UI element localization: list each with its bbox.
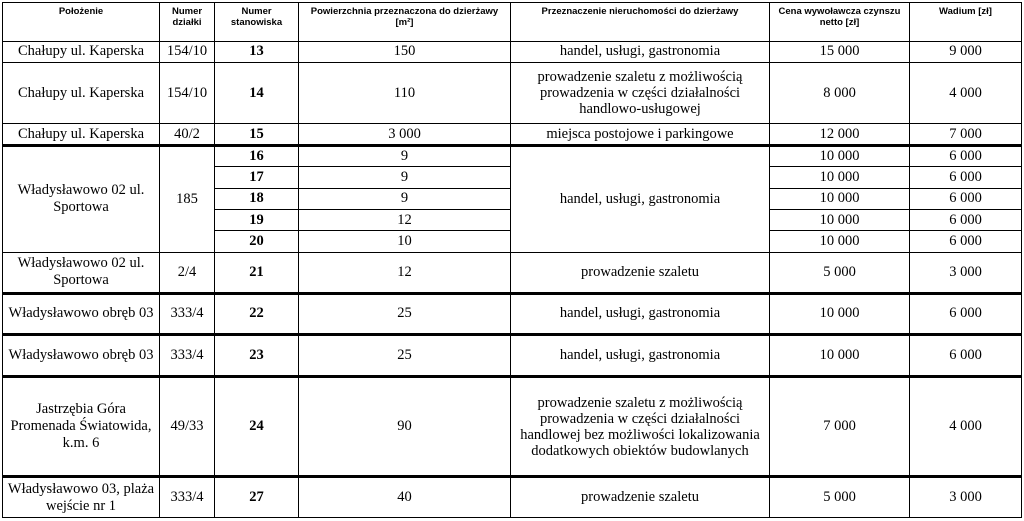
- cell-stand: 16: [215, 145, 299, 166]
- cell-price: 10 000: [770, 335, 910, 377]
- cell-deposit: 6 000: [910, 145, 1022, 166]
- cell-purpose: prowadzenie szaletu: [511, 252, 770, 293]
- cell-location: Władysławowo 02 ul. Sportowa: [3, 145, 160, 252]
- cell-stand: 17: [215, 167, 299, 188]
- cell-area: 110: [299, 63, 511, 124]
- cell-stand: 14: [215, 63, 299, 124]
- cell-purpose: handel, usługi, gastronomia: [511, 335, 770, 377]
- cell-plot: 49/33: [160, 377, 215, 477]
- table-row: [3, 145, 1022, 166]
- table-row: [3, 293, 1022, 335]
- table-row: [3, 477, 1022, 518]
- cell-location: Władysławowo obręb 03: [3, 335, 160, 377]
- cell-deposit: 7 000: [910, 124, 1022, 145]
- cell-plot: 40/2: [160, 124, 215, 145]
- header-price: Cena wywoławcza czynszu netto [zł]: [770, 3, 910, 42]
- cell-purpose: prowadzenie szaletu: [511, 477, 770, 518]
- cell-stand: 23: [215, 335, 299, 377]
- cell-plot: 2/4: [160, 252, 215, 293]
- cell-purpose: miejsca postojowe i parkingowe: [511, 124, 770, 145]
- header-plot-number: Numer działki: [160, 3, 215, 42]
- cell-stand: 22: [215, 293, 299, 335]
- cell-price: 10 000: [770, 188, 910, 209]
- table-row: [3, 63, 1022, 124]
- cell-stand: 27: [215, 477, 299, 518]
- header-row: [3, 3, 1022, 42]
- cell-location: Chałupy ul. Kaperska: [3, 124, 160, 145]
- header-deposit: Wadium [zł]: [910, 3, 1022, 42]
- cell-area: 12: [299, 209, 511, 230]
- cell-deposit: 6 000: [910, 231, 1022, 252]
- cell-location: Władysławowo obręb 03: [3, 293, 160, 335]
- cell-area: 12: [299, 252, 511, 293]
- cell-price: 5 000: [770, 477, 910, 518]
- cell-purpose: handel, usługi, gastronomia: [511, 41, 770, 62]
- header-area: Powierzchnia przeznaczona do dzierżawy [m²]: [299, 3, 511, 42]
- cell-area: 9: [299, 188, 511, 209]
- cell-price: 10 000: [770, 231, 910, 252]
- cell-area: 9: [299, 145, 511, 166]
- cell-area: 10: [299, 231, 511, 252]
- cell-price: 8 000: [770, 63, 910, 124]
- cell-deposit: 6 000: [910, 293, 1022, 335]
- cell-area: 25: [299, 293, 511, 335]
- cell-area: 3 000: [299, 124, 511, 145]
- cell-stand: 13: [215, 41, 299, 62]
- cell-deposit: 6 000: [910, 188, 1022, 209]
- table-row: [3, 335, 1022, 377]
- cell-price: 10 000: [770, 293, 910, 335]
- cell-deposit: 3 000: [910, 252, 1022, 293]
- cell-deposit: 3 000: [910, 477, 1022, 518]
- table-row: [3, 124, 1022, 145]
- cell-location: Władysławowo 03, plaża wejście nr 1: [3, 477, 160, 518]
- cell-purpose: handel, usługi, gastronomia: [511, 145, 770, 252]
- cell-plot: 333/4: [160, 335, 215, 377]
- cell-plot: 333/4: [160, 477, 215, 518]
- lease-table: [2, 2, 1022, 518]
- cell-stand: 24: [215, 377, 299, 477]
- header-purpose: Przeznaczenie nieruchomości do dzierżawy: [511, 3, 770, 42]
- cell-plot: 333/4: [160, 293, 215, 335]
- cell-deposit: 6 000: [910, 335, 1022, 377]
- cell-plot: 154/10: [160, 41, 215, 62]
- header-location: Położenie: [3, 3, 160, 42]
- cell-location: Chałupy ul. Kaperska: [3, 41, 160, 62]
- cell-deposit: 9 000: [910, 41, 1022, 62]
- cell-area: 40: [299, 477, 511, 518]
- cell-price: 10 000: [770, 209, 910, 230]
- table-row: [3, 252, 1022, 293]
- cell-location: Władysławowo 02 ul. Sportowa: [3, 252, 160, 293]
- table-row: [3, 377, 1022, 477]
- cell-price: 5 000: [770, 252, 910, 293]
- cell-price: 10 000: [770, 145, 910, 166]
- cell-area: 25: [299, 335, 511, 377]
- cell-deposit: 6 000: [910, 209, 1022, 230]
- cell-stand: 21: [215, 252, 299, 293]
- cell-deposit: 6 000: [910, 167, 1022, 188]
- cell-price: 10 000: [770, 167, 910, 188]
- cell-price: 7 000: [770, 377, 910, 477]
- cell-stand: 20: [215, 231, 299, 252]
- cell-deposit: 4 000: [910, 63, 1022, 124]
- cell-area: 9: [299, 167, 511, 188]
- cell-stand: 15: [215, 124, 299, 145]
- cell-stand: 18: [215, 188, 299, 209]
- cell-price: 15 000: [770, 41, 910, 62]
- cell-area: 90: [299, 377, 511, 477]
- cell-location: Jastrzębia Góra Promenada Światowida, k.m. 6: [3, 377, 160, 477]
- cell-plot: 154/10: [160, 63, 215, 124]
- cell-purpose: prowadzenie szaletu z możliwością prowadzenia w części działalności handlowo-usługowej: [511, 63, 770, 124]
- cell-location: Chałupy ul. Kaperska: [3, 63, 160, 124]
- cell-stand: 19: [215, 209, 299, 230]
- cell-purpose: prowadzenie szaletu z możliwością prowadzenia w części działalności handlowej bez możliwości lokalizowania dodatkowych obiektów budowlanych: [511, 377, 770, 477]
- cell-price: 12 000: [770, 124, 910, 145]
- table-row: [3, 41, 1022, 62]
- cell-plot: 185: [160, 145, 215, 252]
- cell-purpose: handel, usługi, gastronomia: [511, 293, 770, 335]
- cell-area: 150: [299, 41, 511, 62]
- header-stand-number: Numer stanowiska: [215, 3, 299, 42]
- cell-deposit: 4 000: [910, 377, 1022, 477]
